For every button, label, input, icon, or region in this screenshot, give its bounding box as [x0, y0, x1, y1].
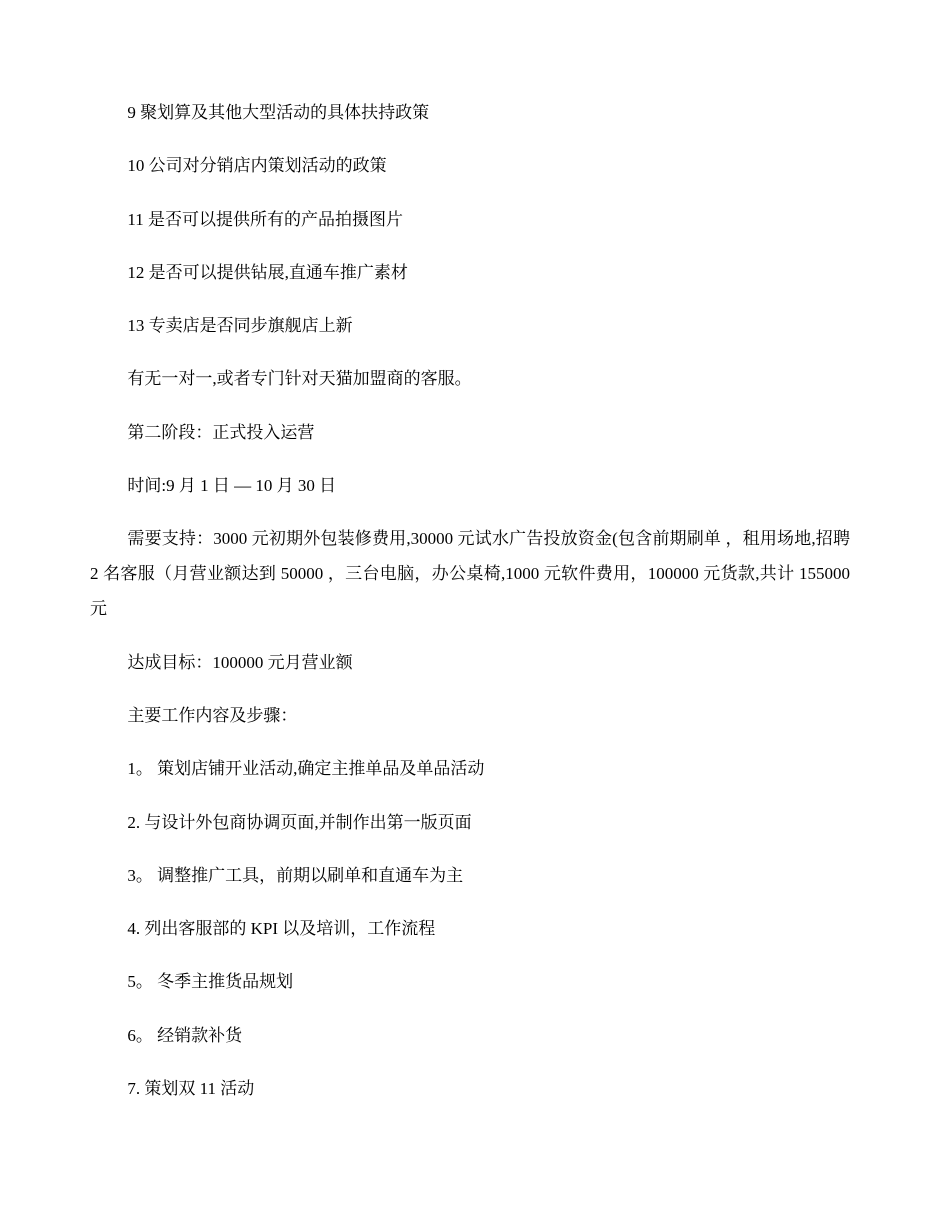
- item-13-paragraph: 13 专卖店是否同步旗舰店上新: [127, 316, 353, 336]
- phase-two-heading: 第二阶段：正式投入运营: [127, 422, 315, 442]
- item-9-paragraph: 9 聚划算及其他大型活动的具体扶持政策: [127, 103, 430, 122]
- item-10-paragraph: 10 公司对分销店内策划活动的政策: [127, 156, 387, 176]
- document-body: [90, 95, 850, 1124]
- step-2-paragraph: 2. 与设计外包商协调页面,并制作出第一版页面: [127, 812, 472, 832]
- step-3-paragraph: 3。 调整推广工具，前期以刷单和直通车为主: [127, 865, 464, 885]
- target-paragraph: 达成目标：100000 元月营业额: [127, 652, 353, 672]
- item-11-paragraph: 11 是否可以提供所有的产品拍摄图片: [127, 209, 404, 229]
- main-tasks-heading: 主要工作内容及步骤：: [127, 705, 298, 725]
- step-4-paragraph: 4. 列出客服部的 KPI 以及培训，工作流程: [127, 919, 436, 939]
- step-1-paragraph: 1。 策划店铺开业活动,确定主推单品及单品活动: [127, 759, 485, 779]
- item-12-paragraph: 12 是否可以提供钻展,直通车推广素材: [127, 262, 408, 282]
- support-needed-paragraph: 需要支持：3000 元初期外包装修费用,30000 元试水广告投放资金(包含前期刷单 ，租用场地,招聘 2 名客服（月营业额达到 50000 ，三台电脑，办公桌椅,1000 元软件费用，100000 元货款,共计 155000 元: [90, 529, 850, 619]
- timeline-paragraph: 时间:9 月 1 日 — 10 月 30 日: [127, 476, 337, 496]
- customer-service-paragraph: 有无一对一,或者专门针对天猫加盟商的客服。: [127, 369, 472, 389]
- step-5-paragraph: 5。 冬季主推货品规划: [127, 972, 294, 992]
- step-7-paragraph: 7. 策划双 11 活动: [127, 1079, 255, 1099]
- step-6-paragraph: 6。 经销款补货: [127, 1025, 243, 1045]
